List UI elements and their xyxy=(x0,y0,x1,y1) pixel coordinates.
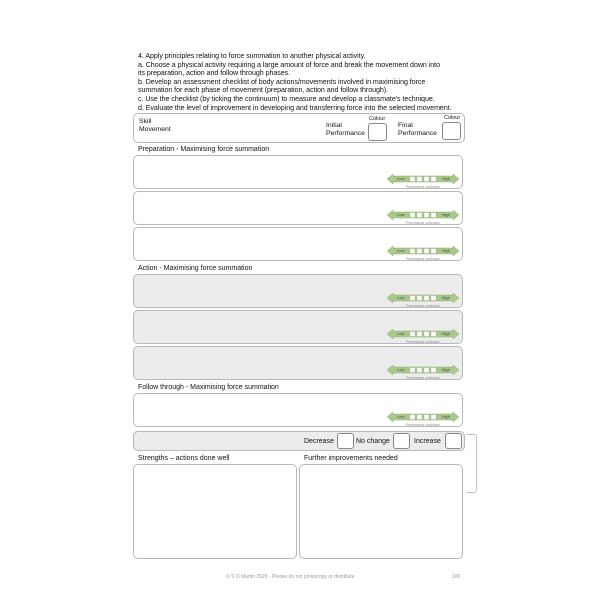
instruction-line: a. Choose a physical activity requiring a large amount of force and break the movement down into xyxy=(138,60,440,69)
continuum-high-label: High xyxy=(441,212,450,217)
instruction-line: b. Develop an assessment checklist of body actions/movements involved in maximising force xyxy=(138,77,426,86)
instruction-line: its preparation, action and follow through phases. xyxy=(138,69,291,78)
preparation-title: Preparation - Maximising force summation xyxy=(138,146,270,153)
strengths-box[interactable] xyxy=(133,464,297,559)
continuum-caption: Performance continuum xyxy=(406,185,440,189)
continuum-high-label: High xyxy=(441,414,450,419)
decrease-checkbox[interactable] xyxy=(337,433,354,449)
strengths-title: Strengths – actions done well xyxy=(138,455,230,462)
initial-performance-label xyxy=(326,122,365,138)
continuum-high-label: High xyxy=(441,248,450,253)
preparation-row-1[interactable] xyxy=(133,155,463,189)
continuum-low-label: Low xyxy=(397,176,405,181)
continuum-high-label: High xyxy=(441,295,450,300)
initial-colour-box[interactable] xyxy=(368,123,387,141)
instructions xyxy=(138,52,468,112)
continuum-caption: Performance continuum xyxy=(406,376,440,380)
continuum-low-label: Low xyxy=(397,295,405,300)
no-change-label: No change xyxy=(356,438,390,445)
follow-through-row-1[interactable] xyxy=(133,393,463,427)
increase-label: Increase xyxy=(414,438,441,445)
continuum-caption: Performance continuum xyxy=(406,304,440,308)
instruction-line: summation for each phase of movement (preparation, action and follow through). xyxy=(138,86,389,95)
instruction-line: 4. Apply principles relating to force summation to another physical activity. xyxy=(138,52,366,60)
continuum-low-label: Low xyxy=(397,331,405,336)
no-change-checkbox[interactable] xyxy=(393,433,410,449)
action-title: Action - Maximising force summation xyxy=(138,265,253,272)
page-number: 100 xyxy=(452,574,461,580)
improvements-title: Further improvements needed xyxy=(304,455,398,462)
continuum-low-label: Low xyxy=(397,248,405,253)
continuum-caption: Performance continuum xyxy=(406,423,440,427)
preparation-row-2[interactable] xyxy=(133,191,463,225)
performance-continuum[interactable] xyxy=(387,174,459,188)
continuum-high-label: High xyxy=(441,367,450,372)
performance-label: Performance xyxy=(326,130,365,138)
performance-continuum[interactable] xyxy=(387,329,459,343)
colour-label: Colour xyxy=(444,115,461,121)
continuum-high-label: High xyxy=(441,176,450,181)
final-performance-label xyxy=(398,122,437,138)
performance-label: Performance xyxy=(398,130,437,138)
action-row-1[interactable] xyxy=(133,274,463,308)
continuum-caption: Performance continuum xyxy=(406,257,440,261)
increase-checkbox[interactable] xyxy=(445,433,462,449)
performance-continuum[interactable] xyxy=(387,365,459,379)
performance-continuum[interactable] xyxy=(387,246,459,260)
skill-label: Skill xyxy=(139,118,152,125)
final-label: Final xyxy=(398,122,413,129)
decrease-label: Decrease xyxy=(304,438,334,445)
skill-movement-label xyxy=(139,118,171,134)
side-tab xyxy=(466,434,477,493)
action-row-2[interactable] xyxy=(133,310,463,344)
continuum-caption: Performance continuum xyxy=(406,340,440,344)
performance-continuum[interactable] xyxy=(387,412,459,426)
final-colour-box[interactable] xyxy=(442,122,461,140)
copyright-footer: © S O Martin 2026 - Please do not photocopy or distribute xyxy=(226,574,355,580)
action-row-3[interactable] xyxy=(133,346,463,380)
instruction-line: c. Use the checklist (by ticking the continuum) to measure and develop a classmate's technique. xyxy=(138,94,435,103)
improvement-rating-box xyxy=(133,431,465,451)
performance-continuum[interactable] xyxy=(387,210,459,224)
header-box xyxy=(133,113,465,143)
colour-label: Colour xyxy=(369,116,386,122)
preparation-row-3[interactable] xyxy=(133,227,463,261)
continuum-low-label: Low xyxy=(397,414,405,419)
movement-label: Movement xyxy=(139,126,171,134)
initial-label: Initial xyxy=(326,122,342,129)
continuum-low-label: Low xyxy=(397,212,405,217)
continuum-low-label: Low xyxy=(397,367,405,372)
performance-continuum[interactable] xyxy=(387,293,459,307)
instruction-line: d. Evaluate the level of improvement in developing and transferring force into the selected movement. xyxy=(138,103,452,112)
improvements-box[interactable] xyxy=(299,464,463,559)
continuum-high-label: High xyxy=(441,331,450,336)
continuum-caption: Performance continuum xyxy=(406,221,440,225)
follow-through-title: Follow through - Maximising force summation xyxy=(138,384,279,391)
